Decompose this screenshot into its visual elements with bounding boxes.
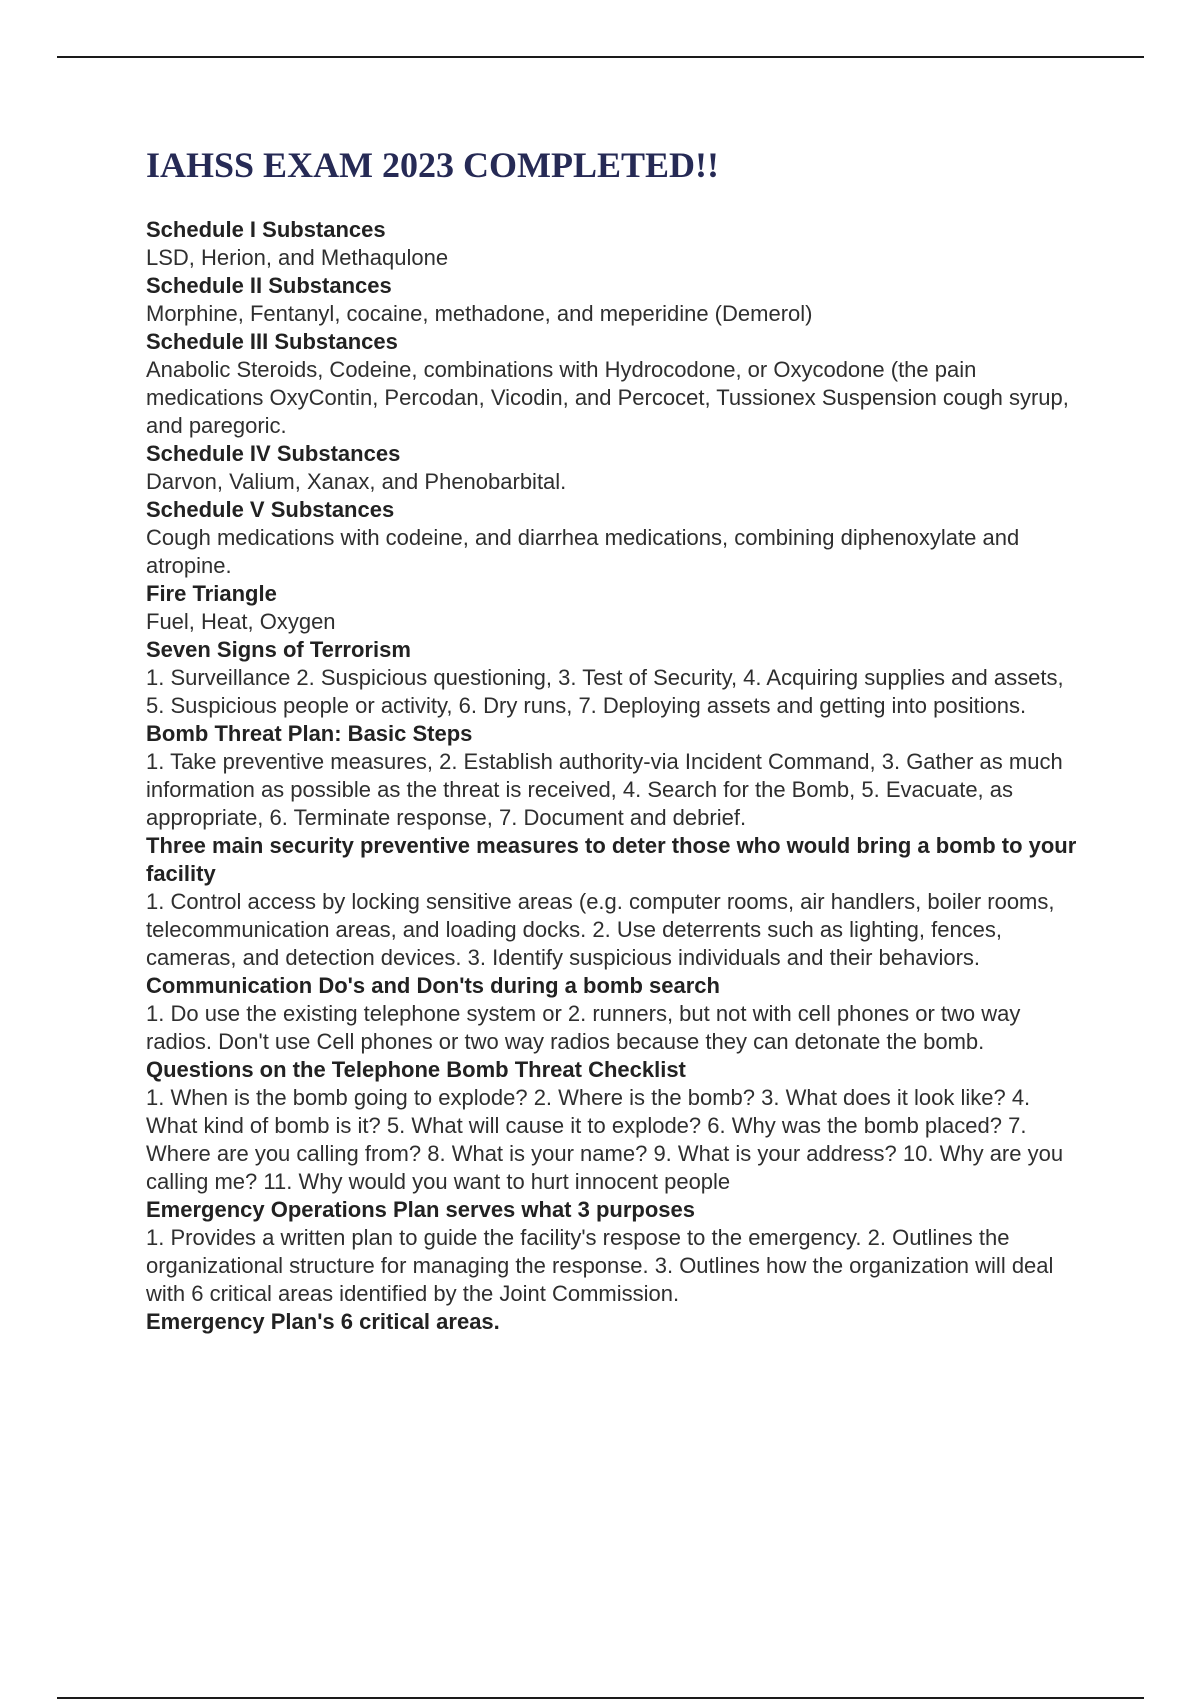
entry-question: Communication Do's and Don'ts during a bomb search — [146, 973, 720, 998]
entry-question: Emergency Plan's 6 critical areas. — [146, 1309, 500, 1334]
entry-signs-of-terrorism — [146, 636, 1086, 720]
entry-communication-dos-donts — [146, 972, 1086, 1056]
entry-schedule-5 — [146, 496, 1086, 580]
entry-question: Bomb Threat Plan: Basic Steps — [146, 721, 473, 746]
entry-question: Fire Triangle — [146, 581, 277, 606]
entry-question: Schedule IV Substances — [146, 441, 401, 466]
entry-answer: 1. Surveillance 2. Suspicious questioning, 3. Test of Security, 4. Acquiring supplies and assets, 5. Suspicious people or activity, 6. Dry runs, 7. Deploying assets and getting into positions. — [146, 665, 1064, 718]
entry-question: Seven Signs of Terrorism — [146, 637, 411, 662]
entry-schedule-2 — [146, 272, 1086, 328]
entry-answer: Fuel, Heat, Oxygen — [146, 609, 336, 634]
entry-question: Questions on the Telephone Bomb Threat Checklist — [146, 1057, 686, 1082]
entry-answer: Morphine, Fentanyl, cocaine, methadone, and meperidine (Demerol) — [146, 301, 813, 326]
entry-eop-purposes — [146, 1196, 1086, 1308]
entry-critical-areas — [146, 1308, 1086, 1336]
entry-schedule-1 — [146, 216, 1086, 272]
entry-fire-triangle — [146, 580, 1086, 636]
entry-schedule-4 — [146, 440, 1086, 496]
entry-question: Schedule III Substances — [146, 329, 398, 354]
entry-answer: Cough medications with codeine, and diarrhea medications, combining diphenoxylate and atropine. — [146, 525, 1020, 578]
entry-question: Schedule V Substances — [146, 497, 395, 522]
entry-question: Schedule I Substances — [146, 217, 386, 242]
entry-question: Schedule II Substances — [146, 273, 392, 298]
entry-preventive-measures — [146, 832, 1086, 972]
entry-question: Three main security preventive measures to deter those who would bring a bomb to your facility — [146, 833, 1077, 886]
entry-question: Emergency Operations Plan serves what 3 purposes — [146, 1197, 695, 1222]
entry-answer: Darvon, Valium, Xanax, and Phenobarbital. — [146, 469, 567, 494]
entry-answer: Anabolic Steroids, Codeine, combinations with Hydrocodone, or Oxycodone (the pain medications OxyContin, Percodan, Vicodin, and Percocet, Tussionex Suspension cough syrup, and paregoric. — [146, 357, 1069, 438]
entry-schedule-3 — [146, 328, 1086, 440]
header-rule — [57, 56, 1144, 58]
entry-answer: 1. When is the bomb going to explode? 2. Where is the bomb? 3. What does it look like? 4. What kind of bomb is it? 5. What will cause it to explode? 6. Why was the bomb placed? 7. Where are you calling from? 8. What is your name? 9. What is your address? 10. Why are you calling me? 11. Why would you want to hurt innocent people — [146, 1085, 1064, 1194]
entry-bomb-threat-checklist — [146, 1056, 1086, 1196]
page-title: IAHSS EXAM 2023 COMPLETED!! — [146, 145, 720, 185]
document-body — [146, 216, 1086, 1336]
entry-answer: 1. Control access by locking sensitive areas (e.g. computer rooms, air handlers, boiler rooms, telecommunication areas, and loading docks. 2. Use deterrents such as lighting, fences, cameras, and detection devices. 3. Identify suspicious individuals and their behaviors. — [146, 889, 1055, 970]
entry-answer: 1. Take preventive measures, 2. Establish authority-via Incident Command, 3. Gather as much information as possible as the threat is received, 4. Search for the Bomb, 5. Evacuate, as appropriate, 6. Terminate response, 7. Document and debrief. — [146, 749, 1063, 830]
entry-answer: 1. Do use the existing telephone system or 2. runners, but not with cell phones or two way radios. Don't use Cell phones or two way radios because they can detonate the bomb. — [146, 1001, 1021, 1054]
entry-answer: LSD, Herion, and Methaqulone — [146, 245, 449, 270]
footer-rule — [57, 1697, 1144, 1699]
entry-answer: 1. Provides a written plan to guide the facility's respose to the emergency. 2. Outlines the organizational structure for managing the response. 3. Outlines how the organization will deal with 6 critical areas identified by the Joint Commission. — [146, 1225, 1054, 1306]
entry-bomb-threat-plan — [146, 720, 1086, 832]
